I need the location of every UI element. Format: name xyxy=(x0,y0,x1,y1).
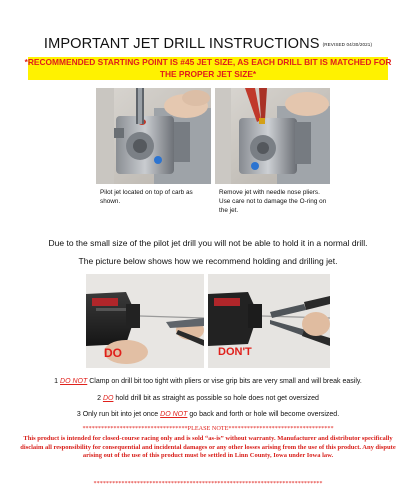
step-2-text: hold drill bit as straight as possible so hole does not get oversized xyxy=(115,395,319,402)
paragraph-holding: Due to the small size of the pilot jet drill you will not be able to hold it in a normal drill. xyxy=(48,238,368,248)
carb-photo-left xyxy=(96,88,211,184)
right-photo-caption: Remove jet with needle nose pliers. Use care not to damage the O-ring on the jet. xyxy=(219,189,327,214)
carb-right-image xyxy=(215,88,330,184)
carb-left-image xyxy=(96,88,211,184)
revision-date: (REVISED 04/30/2021) xyxy=(322,41,373,47)
step-3-number: 3 xyxy=(76,411,81,418)
step-3-emphasis: DO NOT xyxy=(160,411,188,418)
note-footer-stars: ************************************************************************** xyxy=(93,480,323,487)
step-1-number: 1 xyxy=(54,378,59,385)
please-note-header: **********************************PLEASE NOTE********************************** xyxy=(82,425,334,432)
step-3-text: go back and forth or hole will become oversized. xyxy=(189,411,340,418)
carb-photo-right xyxy=(215,88,330,184)
step-2-number: 2 xyxy=(97,395,101,402)
banner-text: *RECOMMENDED STARTING POINT IS #45 JET SIZE, AS EACH DRILL BIT IS MATCHED FOR THE PROPER JET SIZE* xyxy=(24,57,392,79)
disclaimer-text: This product is intended for closed-course racing only and is sold “as-is” without warranty. Manufacturer and distributor specifically disclaim all responsibility for consequential and incidental damages or any other losses arising from the use of this product. Any dispute arising out of the use of this product must be settled in Linn County, Iowa under Iowa law. xyxy=(20,435,396,460)
step-3-pre: Only run bit into jet once xyxy=(82,411,159,418)
step-2 xyxy=(0,395,416,402)
left-photo-caption: Pilot jet located on top of carb as shown. xyxy=(100,189,193,205)
step-3 xyxy=(0,411,416,418)
step-1-emphasis: DO NOT xyxy=(60,378,88,385)
dont-label: DON'T xyxy=(218,346,252,358)
page-title xyxy=(0,36,416,52)
paragraph-picture-below: The picture below shows how we recommend holding and drilling jet. xyxy=(78,256,338,266)
step-1-text: Clamp on drill bit too tight with pliers or vise grip bits are very small and will break easily. xyxy=(89,378,362,385)
step-2-emphasis: DO xyxy=(102,395,114,402)
title-text: IMPORTANT JET DRILL INSTRUCTIONS xyxy=(43,36,320,52)
step-1 xyxy=(0,378,416,385)
do-label: DO xyxy=(104,346,122,360)
